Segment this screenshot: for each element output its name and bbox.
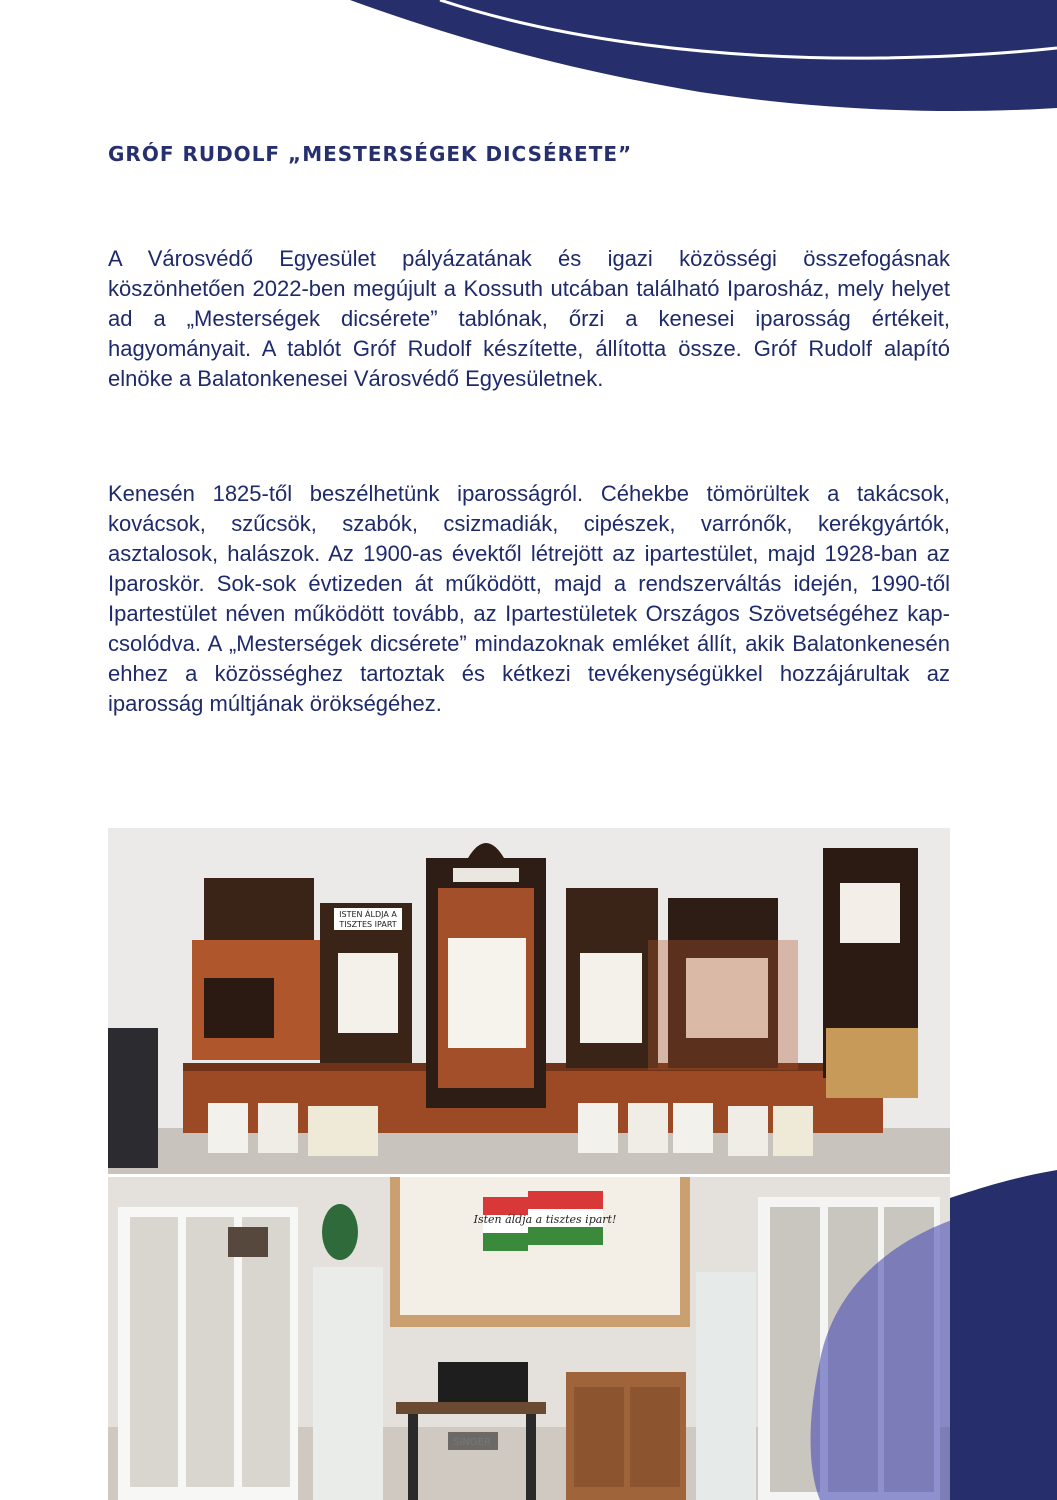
paragraph-history: Kenesén 1825-től beszélhetünk iparosságról. Céhekbe tömörültek a takácsok, kovácsok, szűcsök, szabók, csizmadiák, cipészek, varrónők, kerékgyártók, asztalosok, halászok. Az 1900-as évektől létrejött az ipartestület, majd 1928-ban az Iparoskör. Sok-sok évtizeden át működött, majd a rendszerváltás idején, 1990-től Ipartestület néven működött tovább, az Ipartestületek Országos Szövetségéhez kapcsolódva. A „Mesterségek dicsérete” mindazoknak emléket állít, akik Balatonkenesén ehhez a közösséghez tartoztak és kétkezi tevékenységükkel hozzájárultak az iparosság múltjának örökségéhez. — [108, 481, 950, 716]
banner-text: Isten áldja a tisztes ipart! — [473, 1213, 617, 1226]
page-title: GRÓF RUDOLF „MESTERSÉGEK DICSÉRETE” — [108, 142, 633, 166]
sign-left-line1: ISTEN ÁLDJA A — [339, 910, 397, 919]
top-wave-shape — [350, 0, 1057, 111]
paragraph-intro: A Városvédő Egyesület pályázatának és igazi közösségi összefogásnak köszönhetően 2022-ben megújult a Kossuth utcában található Iparosház, mely helyet ad a „Mesterségek dicsérete” tablónak, őrzi a kenesei iparosság értékeit, hagyományait. A tablót Gróf Rudolf készítette, állította össze. Gróf Rudolf alapító elnöke a Balatonkenesei Városvédő Egyesületnek. — [108, 246, 950, 391]
photo-tableau — [108, 828, 950, 1174]
photo-exhibition-room — [108, 1177, 950, 1500]
sign-left-line2: TISZTES IPART — [339, 920, 397, 929]
top-wave-line — [440, 0, 1057, 58]
bottom-wave-solid — [950, 1170, 1057, 1500]
